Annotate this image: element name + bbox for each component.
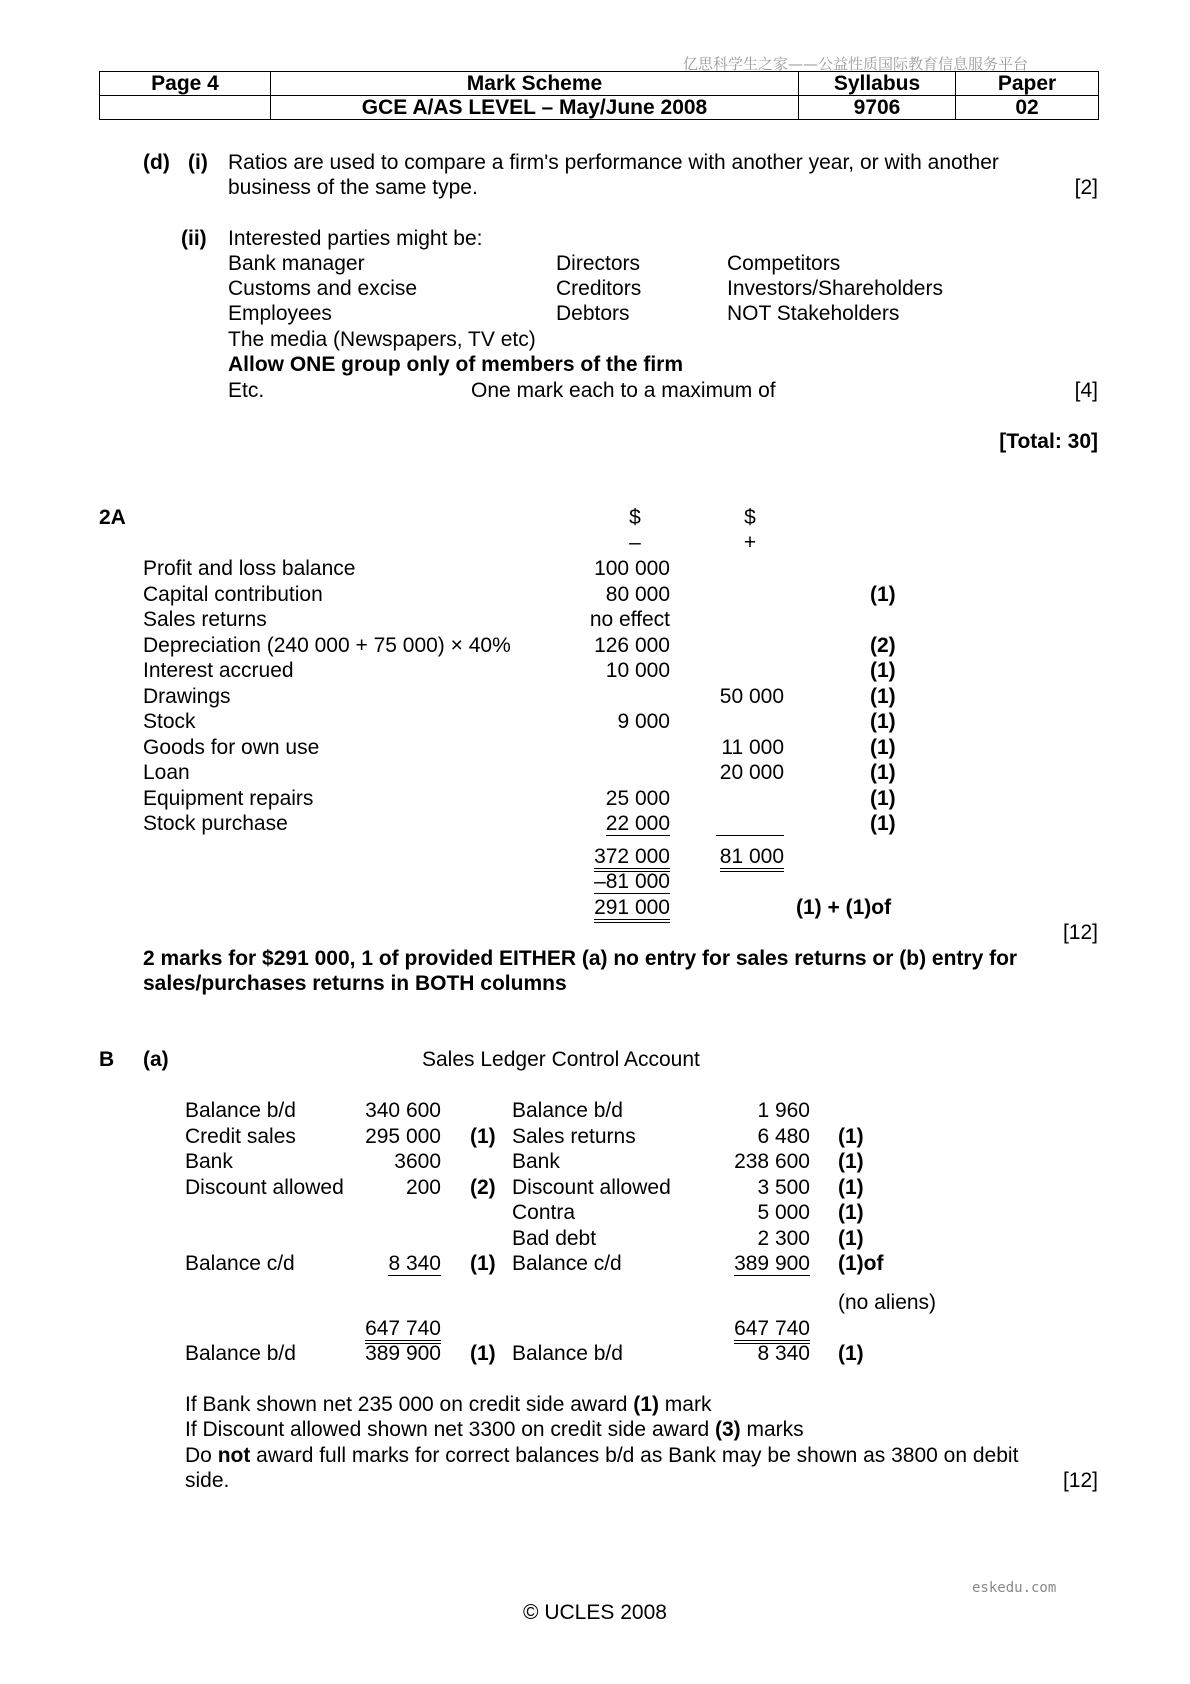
q1-total: [Total: 30] xyxy=(999,430,1098,453)
q2a-item: Sales returns xyxy=(143,608,267,631)
q2a-mark: (1) xyxy=(870,659,896,682)
header-paper-label: Paper xyxy=(956,72,1099,96)
q2a-minus: no effect xyxy=(589,608,670,631)
dr-total: 647 740 xyxy=(365,1316,441,1341)
cr-mark: (1)of xyxy=(838,1252,884,1275)
q2a-total-plus: 81 000 xyxy=(720,844,784,869)
party-2-3: Investors/Shareholders xyxy=(727,277,943,300)
q2a-mark: (1) xyxy=(870,710,896,733)
q2a-minus: 22 000 xyxy=(605,812,670,835)
q2a-net: 291 000 xyxy=(594,895,670,920)
account-title: Sales Ledger Control Account xyxy=(422,1048,700,1071)
q2a-item: Interest accrued xyxy=(143,659,294,682)
party-2-2: Creditors xyxy=(556,277,642,300)
q2a-item: Drawings xyxy=(143,685,231,708)
dr-amount: 200 xyxy=(405,1176,441,1199)
q2a-col-plus-header: $ xyxy=(744,506,756,529)
q2a-minus: 80 000 xyxy=(605,583,670,606)
header-title: Mark Scheme xyxy=(271,72,799,96)
dr-item: Balance b/d xyxy=(185,1099,296,1122)
cr-item: Sales returns xyxy=(512,1125,636,1148)
q2a-net-mark: (1) + (1)of xyxy=(796,896,892,919)
header-row-1 xyxy=(100,72,1099,96)
q2a-mark: (1) xyxy=(870,583,896,606)
cr-amount: 6 480 xyxy=(757,1125,810,1148)
d-i-line-2: business of the same type. xyxy=(228,176,478,199)
bd-cr-mark: (1) xyxy=(838,1342,864,1365)
d-ii-media: The media (Newspapers, TV etc) xyxy=(228,328,536,351)
cr-mark: (1) xyxy=(838,1201,864,1224)
d-ii-etc: Etc. xyxy=(228,379,265,402)
d-ii-allow: Allow ONE group only of members of the firm xyxy=(228,353,684,376)
cr-item: Bank xyxy=(512,1150,560,1173)
cr-mark: (1) xyxy=(838,1227,864,1250)
party-3-3: NOT Stakeholders xyxy=(727,302,900,325)
header-exam: GCE A/AS LEVEL – May/June 2008 xyxy=(271,96,799,120)
dr-item: Discount allowed xyxy=(185,1176,344,1199)
party-3-2: Debtors xyxy=(556,302,630,325)
party-2-1: Customs and excise xyxy=(228,277,418,300)
dr-item: Balance c/d xyxy=(185,1252,295,1275)
label-ii: (ii) xyxy=(181,227,207,250)
dr-amount: 295 000 xyxy=(365,1125,441,1148)
no-aliens-note: (no aliens) xyxy=(838,1291,937,1314)
party-1-1: Bank manager xyxy=(228,252,365,275)
q2a-minus: 25 000 xyxy=(605,787,670,810)
q2a-mark: (1) xyxy=(870,685,896,708)
q2a-marks: [12] xyxy=(1062,921,1098,944)
d-ii-one-mark: One mark each to a maximum of xyxy=(471,379,776,402)
cr-mark: (1) xyxy=(838,1125,864,1148)
q2b-note-1: If Bank shown net 235 000 on credit side award (1) mark xyxy=(185,1393,712,1416)
cr-item: Discount allowed xyxy=(512,1176,671,1199)
q2a-item: Stock purchase xyxy=(143,812,288,835)
q2a-plus: 11 000 xyxy=(721,736,784,759)
q2a-item: Loan xyxy=(143,761,190,784)
q2a-minus: 100 000 xyxy=(594,557,670,580)
q2a-item: Equipment repairs xyxy=(143,787,314,810)
dr-amount: 340 600 xyxy=(365,1099,441,1122)
q2a-item: Profit and loss balance xyxy=(143,557,356,580)
watermark-bottom: eskedu.com xyxy=(972,1580,1057,1596)
q2b-note-3: Do not award full marks for correct balances b/d as Bank may be shown as 3800 on debit xyxy=(185,1444,1019,1467)
dr-item: Bank xyxy=(185,1150,233,1173)
header-paper: 02 xyxy=(956,96,1099,120)
cr-mark: (1) xyxy=(838,1176,864,1199)
q2a-mark: (1) xyxy=(870,761,896,784)
party-1-3: Competitors xyxy=(727,252,841,275)
bd-dr-mark: (1) xyxy=(470,1342,496,1365)
cr-amount: 3 500 xyxy=(757,1176,810,1199)
q2a-col-plus-sign: + xyxy=(743,531,757,554)
cr-amount: 1 960 xyxy=(757,1099,810,1122)
q2a-plus-underline xyxy=(716,835,784,836)
cr-item: Balance c/d xyxy=(512,1252,622,1275)
cr-amount: 238 600 xyxy=(734,1150,810,1173)
q2a-mark: (1) xyxy=(870,736,896,759)
q2a-plus: 50 000 xyxy=(719,685,784,708)
bd-dr-amt: 389 900 xyxy=(365,1342,441,1365)
dr-mark: (1) xyxy=(470,1252,496,1275)
q2a-mark: (1) xyxy=(870,787,896,810)
q2a-label: 2A xyxy=(99,506,126,529)
q2a-item: Depreciation (240 000 + 75 000) × 40% xyxy=(143,634,511,657)
header-syllabus-label: Syllabus xyxy=(799,72,956,96)
cr-item: Contra xyxy=(512,1201,576,1224)
q2a-note-line-1: 2 marks for $291 000, 1 of provided EITHER (a) no entry for sales returns or (b) entry for xyxy=(143,947,1018,970)
d-i-line-1: Ratios are used to compare a firm's performance with another year, or with another xyxy=(228,151,999,174)
header-row-2 xyxy=(100,96,1099,120)
cr-item: Balance b/d xyxy=(512,1099,623,1122)
party-1-2: Directors xyxy=(556,252,641,275)
dr-mark: (1) xyxy=(470,1125,496,1148)
label-d: (d) xyxy=(143,151,170,174)
label-i: (i) xyxy=(188,151,208,174)
d-i-marks: [2] xyxy=(1074,176,1098,199)
d-ii-intro: Interested parties might be: xyxy=(228,227,483,250)
cr-amount: 5 000 xyxy=(757,1201,810,1224)
header-syllabus: 9706 xyxy=(799,96,956,120)
footer-copyright: © UCLES 2008 xyxy=(523,1601,667,1624)
q2a-mark: (1) xyxy=(870,812,896,835)
dr-item: Credit sales xyxy=(185,1125,296,1148)
header-empty-cell xyxy=(100,96,271,120)
d-ii-marks: [4] xyxy=(1074,379,1098,402)
cr-total: 647 740 xyxy=(734,1316,810,1341)
q2a-mark: (2) xyxy=(870,634,896,657)
dr-amount: 3600 xyxy=(394,1150,441,1173)
q2b-label: B xyxy=(99,1048,115,1071)
cr-amount: 2 300 xyxy=(757,1227,810,1250)
header-page: Page 4 xyxy=(100,72,271,96)
party-3-1: Employees xyxy=(228,302,332,325)
q2a-minus: 10 000 xyxy=(605,659,670,682)
q2a-less-plus: –81 000 xyxy=(594,870,670,893)
q2a-col-minus-header: $ xyxy=(629,506,641,529)
bd-cr-item: Balance b/d xyxy=(512,1342,623,1365)
q2a-plus: 20 000 xyxy=(719,761,784,784)
bd-cr-amt: 8 340 xyxy=(757,1342,810,1365)
q2b-marks: [12] xyxy=(1062,1469,1098,1492)
dr-mark: (2) xyxy=(470,1176,496,1199)
q2a-item: Capital contribution xyxy=(143,583,323,606)
q2b-note-3-line-2: side. xyxy=(185,1469,230,1492)
dr-amount: 8 340 xyxy=(388,1252,441,1275)
q2a-note-line-2: sales/purchases returns in BOTH columns xyxy=(143,972,567,995)
cr-item: Bad debt xyxy=(512,1227,597,1250)
q2a-col-minus-sign: – xyxy=(629,531,641,554)
q2a-total-minus: 372 000 xyxy=(594,844,670,869)
q2a-item: Stock xyxy=(143,710,196,733)
q2a-minus: 9 000 xyxy=(617,710,670,733)
q2b-note-2: If Discount allowed shown net 3300 on credit side award (3) marks xyxy=(185,1418,804,1441)
q2a-item: Goods for own use xyxy=(143,736,320,759)
watermark-top: 亿思科学生之家——公益性质国际教育信息服务平台 xyxy=(683,55,1029,73)
cr-amount: 389 900 xyxy=(734,1252,810,1275)
header-table xyxy=(99,71,1099,120)
q2b-part-a-label: (a) xyxy=(143,1048,169,1071)
bd-dr-item: Balance b/d xyxy=(185,1342,296,1365)
q2a-minus: 126 000 xyxy=(594,634,670,657)
cr-mark: (1) xyxy=(838,1150,864,1173)
